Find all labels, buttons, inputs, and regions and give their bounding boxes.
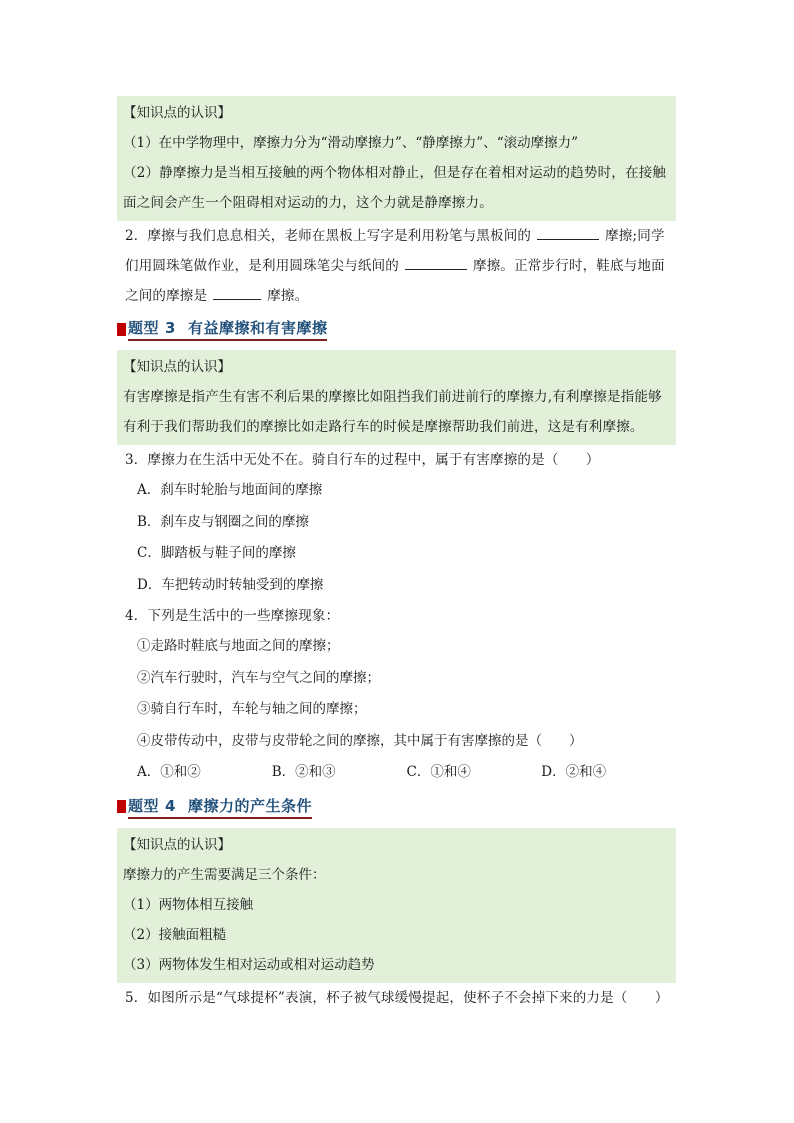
question-5: 5．如图所示是“气球提杯”表演，杯子被气球缓慢提起，使杯子不会掉下来的力是（ ） — [125, 989, 669, 1006]
question-4 — [117, 601, 676, 789]
option-b[interactable]: B．刹车皮与钢圈之间的摩擦 — [137, 513, 309, 530]
red-square-icon — [117, 800, 126, 813]
list-item: ④皮带传动中，皮带与皮带轮之间的摩擦，其中属于有害摩擦的是（ ） — [137, 732, 583, 749]
question-stem: 3．摩擦力在生活中无处不在。骑自行车的过程中，属于有害摩擦的是（ ） — [125, 452, 600, 468]
section-heading-type-3 — [117, 314, 676, 344]
section-title: 题型 4 摩擦力的产生条件 — [128, 795, 312, 819]
section-title: 题型 3 有益摩擦和有害摩擦 — [128, 317, 327, 341]
option-b[interactable]: B．②和③ — [271, 764, 336, 780]
list-item: （3）两物体发生相对运动或相对运动趋势 — [123, 956, 375, 973]
knowledge-line: （1）在中学物理中，摩擦力分为“滑动摩擦力”、“静摩擦力”、“滚动摩擦力” — [123, 135, 578, 151]
knowledge-line: 有害摩擦是指产生有害不利后果的摩擦比如阻挡我们前进前行的摩擦力,有利摩擦是指能够有利于我们帮助我们的摩擦比如走路行车的时候是摩擦帮助我们前进，这是有利摩擦。 — [123, 389, 662, 435]
list-item: ③骑自行车时，车轮与轴之间的摩擦； — [137, 701, 367, 717]
question-3 — [117, 445, 676, 601]
knowledge-title: 【知识点的认识】 — [123, 105, 231, 121]
knowledge-box-friction-conditions — [117, 828, 676, 983]
list-item: （1）两物体相互接触 — [123, 896, 254, 913]
option-c[interactable]: C．脚踏板与鞋子间的摩擦 — [137, 545, 296, 561]
option-c[interactable]: C．①和④ — [406, 764, 471, 780]
options-row — [117, 757, 676, 789]
knowledge-line: （2）静摩擦力是当相互接触的两个物体相对静止，但是存在着相对运动的趋势时，在接触面之间会产生一个阻碍相对运动的力，这个力就是静摩擦力。 — [123, 165, 667, 211]
knowledge-box-static-friction — [117, 96, 676, 221]
list-item: （2）接触面粗糙 — [123, 926, 227, 943]
option-a[interactable]: A．刹车时轮胎与地面间的摩擦 — [137, 482, 323, 498]
knowledge-title: 【知识点的认识】 — [123, 359, 231, 375]
list-item: ①走路时鞋底与地面之间的摩擦； — [137, 638, 340, 654]
option-d[interactable]: D．②和④ — [541, 764, 607, 780]
section-heading-type-4 — [117, 792, 676, 822]
knowledge-box-useful-harmful — [117, 350, 676, 445]
question-stem: 4．下列是生活中的一些摩擦现象： — [125, 608, 340, 624]
answer-blank[interactable] — [537, 225, 599, 240]
question-number: 2． — [125, 228, 148, 244]
worksheet-page — [117, 96, 676, 1013]
knowledge-line: 摩擦力的产生需要满足三个条件： — [123, 866, 326, 883]
knowledge-title: 【知识点的认识】 — [123, 836, 231, 853]
red-square-icon — [117, 323, 126, 336]
question-2: 2．摩擦与我们息息相关，老师在黑板上写字是利用粉笔与黑板间的 摩擦;同学们用圆珠笔做作业，是利用圆珠笔尖与纸间的 摩擦。正常步行时，鞋底与地面之间的摩擦是 摩擦。 — [117, 221, 676, 311]
list-item: ②汽车行驶时，汽车与空气之间的摩擦； — [137, 669, 380, 686]
option-d[interactable]: D．车把转动时转轴受到的摩擦 — [137, 576, 324, 593]
option-a[interactable]: A．①和② — [137, 764, 201, 780]
answer-blank[interactable] — [405, 255, 467, 270]
answer-blank[interactable] — [213, 285, 261, 300]
